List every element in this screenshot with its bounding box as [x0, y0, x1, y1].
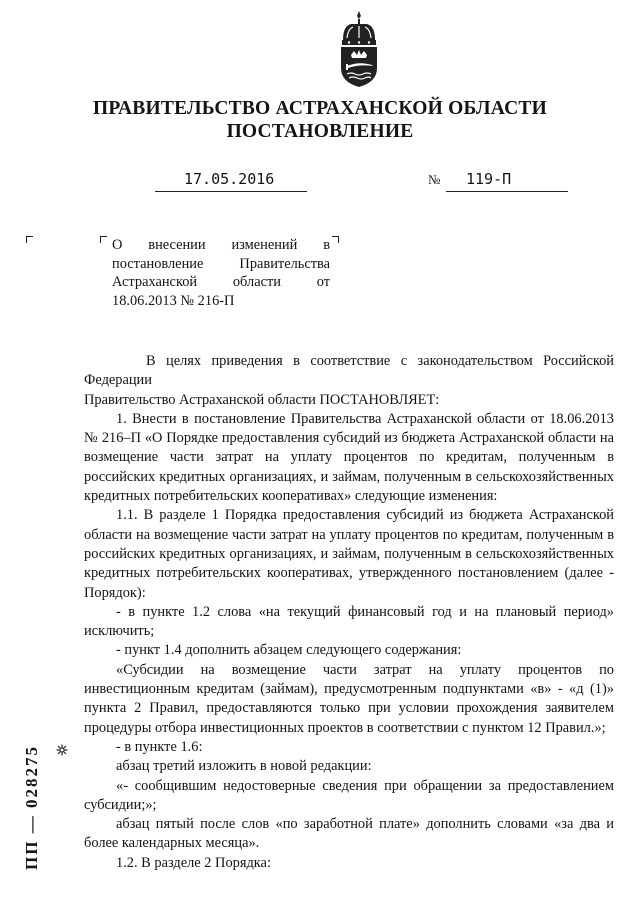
number-underline: [446, 190, 568, 192]
coat-of-arms-emblem: [331, 10, 387, 88]
date-underline: [155, 190, 307, 192]
document-subject: О внесении изменений в постановление Правительства Астраханской области от 18.06.2013 № 216-П: [112, 237, 330, 309]
document-type-title: ПОСТАНОВЛЕНИЕ: [226, 121, 414, 142]
margin-corner-mark: [26, 236, 33, 243]
subject-bracket-right: [332, 236, 339, 243]
clause-item: абзац третий изложить в новой редакции:: [116, 758, 372, 775]
resolution-statement: Правительство Астраханской области ПОСТАНОВЛЯЕТ:: [84, 391, 440, 408]
clause-1-1: 1.1. В разделе 1 Порядка предоставления субсидий из бюджета Астраханской области на возмещение части затрат на уплату процентов по кредитам, полученным в российских кредитных организациях, и займам, полученным в сельскохозяйственных кредитных потребительских кооперативах, утвержденного постановлением (далее - Порядок):: [84, 507, 614, 601]
number-sign: №: [428, 172, 441, 187]
clause-1-2: 1.2. В разделе 2 Порядка:: [116, 854, 271, 871]
quoted-text: «Субсидии на возмещение части затрат на уплату процентов по инвестиционным кредитам (займам), предусмотренным подпунктами «в» - «д (1)» пункта 2 Правил, предоставляются только при условии прохождения заявителем процедуры отбора инвестиционных проектов в соответствии с пунктом 12 Правил.»;: [84, 661, 614, 736]
subject-bracket-left: [100, 236, 107, 243]
clause-item: - пункт 1.4 дополнить абзацем следующего содержания:: [116, 642, 462, 659]
form-serial-number: ПП — 028275: [22, 745, 41, 870]
clause-item: абзац пятый после слов «по заработной плате» дополнить словами «за два и более календарных месяца».: [84, 816, 614, 852]
preamble-paragraph: В целях приведения в соответствие с законодательством Российской Федерации: [84, 353, 614, 389]
government-title: ПРАВИТЕЛЬСТВО АСТРАХАНСКОЙ ОБЛАСТИ: [93, 98, 547, 119]
asterisk-mark-icon: [56, 744, 68, 756]
clause-item: - в пункте 1.2 слова «на текущий финансовый год и на плановый период» исключить;: [84, 603, 614, 640]
document-body: [84, 352, 614, 873]
clause-item: - в пункте 1.6:: [116, 738, 203, 755]
quoted-text: «- сообщившим недостоверные сведения при обращении за предоставлением субсидии;»;: [84, 777, 614, 813]
document-date: 17.05.2016: [184, 170, 275, 188]
document-number: 119-П: [466, 170, 512, 188]
clause-1: 1. Внести в постановление Правительства Астраханской области от 18.06.2013 № 216–П «О Порядке предоставления субсидий из бюджета Астраханской области на возмещение части затрат на уплату процентов по кредитам, полученным в российских кредитных организациях, и займам, полученным в сельскохозяйственных кредитных потребительских кооперативах» следующие изменения:: [84, 410, 614, 505]
